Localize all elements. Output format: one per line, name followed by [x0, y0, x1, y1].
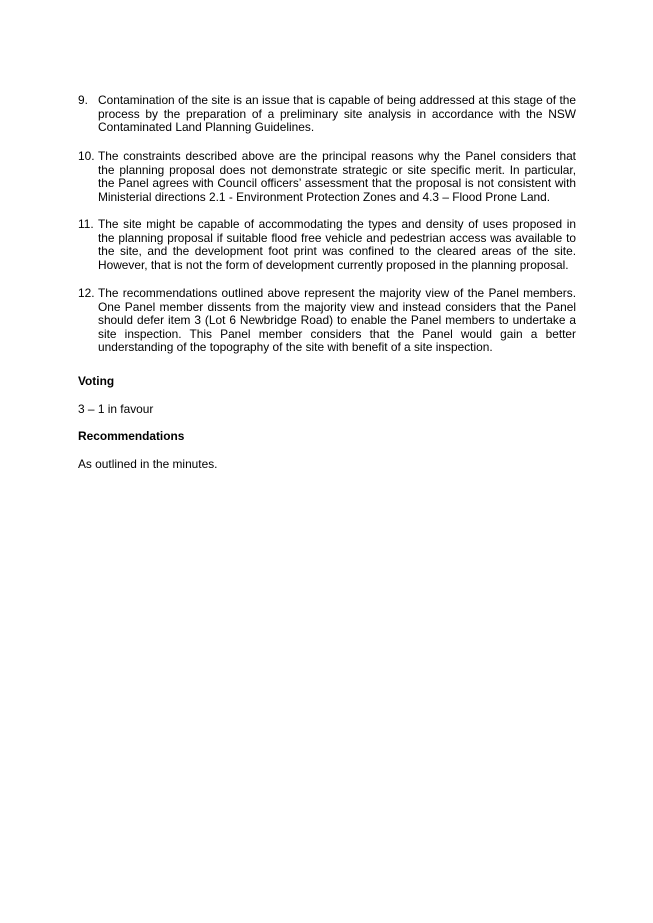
list-item-text: Contamination of the site is an issue that is capable of being addressed at this stage of the process by the preparation of a preliminary site analysis in accordance with the NSW Contaminated Land Planning Guidelines.	[98, 93, 576, 134]
list-item-9	[78, 94, 576, 135]
list-item-number: 9.	[78, 93, 88, 107]
list-item-text: The constraints described above are the principal reasons why the Panel considers that the planning proposal does not demonstrate strategic or site specific merit. In particular, the Panel agrees with Council officers’ assessment that the proposal is not consistent with Ministerial directions 2.1 - Environment Protection Zones and 4.3 – Flood Prone Land.	[98, 149, 576, 204]
recommendations-heading: Recommendations	[78, 429, 185, 443]
voting-result: 3 – 1 in favour	[78, 402, 154, 416]
recommendations-text: As outlined in the minutes.	[78, 457, 218, 471]
list-item-text: The recommendations outlined above represent the majority view of the Panel members. One Panel member dissents from the majority view and instead considers that the Panel should defer item 3 (Lot 6 Newbridge Road) to enable the Panel members to undertake a site inspection. This Panel member considers that the Panel would gain a better understanding of the topography of the site with benefit of a site inspection.	[98, 286, 576, 354]
list-item-number: 11.	[78, 217, 94, 231]
list-item-12	[78, 287, 576, 355]
list-item-number: 10.	[78, 149, 95, 163]
list-item-10	[78, 150, 576, 204]
list-item-11	[78, 218, 576, 272]
list-item-number: 12.	[78, 286, 95, 300]
voting-heading: Voting	[78, 374, 115, 388]
list-item-text: The site might be capable of accommodating the types and density of uses proposed in the planning proposal if suitable flood free vehicle and pedestrian access was available to the site, and the development foot print was confined to the cleared areas of the site. However, that is not the form of development currently proposed in the planning proposal.	[98, 217, 576, 272]
